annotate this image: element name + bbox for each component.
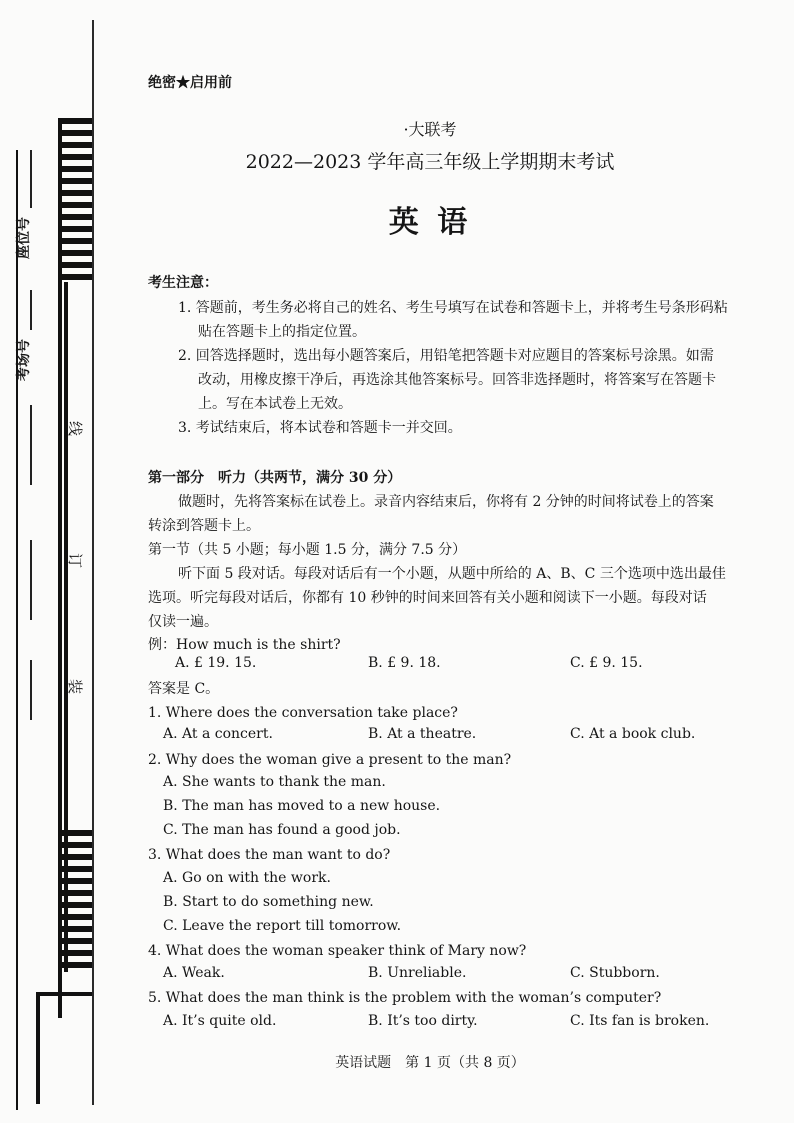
notice-heading: 考生注意：: [148, 275, 218, 291]
exam-title: 2022—2023 学年高三年级上学期期末考试: [245, 151, 615, 173]
notice-line: 1. 答题前，考生务必将自己的姓名、考生号填写在试卷和答题卡上，并将考生号条形码粘: [178, 300, 728, 316]
subject-title: 英 语: [388, 205, 472, 240]
room-blank-line: [30, 290, 32, 330]
binding-step: [36, 992, 92, 996]
section-instruction: 听下面 5 段对话。每段对话后有一个小题，从题中所给的 A、B、C 三个选项中选出最佳: [178, 566, 726, 582]
option-a: A. She wants to thank the man.: [163, 774, 386, 790]
example-option-c: C. £ 9. 15.: [570, 655, 643, 671]
option-a: A. It’s quite old.: [163, 1013, 277, 1029]
mount-char: 装: [66, 678, 85, 695]
exam-room-label: 考场号: [16, 339, 32, 381]
option-c: C. At a book club.: [570, 726, 696, 742]
notice-line: 贴在答题卡上的指定位置。: [198, 324, 366, 340]
question-1: 1. Where does the conversation take place?: [148, 705, 458, 721]
question-4: 4. What does the woman speaker think of Mary now?: [148, 943, 527, 959]
line-char: 线: [66, 420, 85, 437]
notice-line: 上。写在本试卷上无效。: [198, 396, 352, 412]
part-heading: 第一部分 听力（共两节，满分 30 分）: [148, 470, 402, 486]
notice-line: 3. 考试结束后，将本试卷和答题卡一并交回。: [178, 420, 462, 436]
option-b: B. The man has moved to a new house.: [163, 798, 441, 814]
margin-rule: [16, 150, 18, 1110]
question-5: 5. What does the man think is the problem with the woman’s computer?: [148, 990, 662, 1006]
option-b: B. Start to do something new.: [163, 894, 374, 910]
option-b: B. It’s too dirty.: [368, 1013, 478, 1029]
question-2: 2. Why does the woman give a present to the man?: [148, 752, 512, 768]
organizer: ·大联考: [403, 120, 457, 139]
notice-line: 2. 回答选择题时，选出每小题答案后，用铅笔把答题卡对应题目的答案标号涂黑。如需: [178, 348, 714, 364]
page-edge: [92, 20, 94, 1105]
confidential-mark: 绝密★启用前: [148, 75, 232, 91]
option-b: B. Unreliable.: [368, 965, 467, 981]
page-footer: 英语试题 第 1 页（共 8 页）: [335, 1055, 525, 1071]
blank-line: [30, 660, 32, 720]
example-question: 例：How much is the shirt?: [148, 637, 341, 653]
blank-line: [30, 540, 32, 620]
example-option-b: B. £ 9. 18.: [368, 655, 441, 671]
option-a: A. Go on with the work.: [163, 870, 331, 886]
question-3: 3. What does the man want to do?: [148, 847, 391, 863]
seat-blank-line: [30, 150, 32, 208]
option-a: A. At a concert.: [163, 726, 273, 742]
example-option-a: A. £ 19. 15.: [175, 655, 257, 671]
option-b: B. At a theatre.: [368, 726, 477, 742]
part-intro: 转涂到答题卡上。: [148, 518, 260, 534]
option-c: C. Its fan is broken.: [570, 1013, 710, 1029]
section-heading: 第一节（共 5 小题；每小题 1.5 分，满分 7.5 分）: [148, 542, 467, 558]
binding-step-vertical: [36, 992, 40, 1104]
example-answer: 答案是 C。: [148, 681, 220, 697]
seat-number-label: 座位号: [16, 217, 32, 259]
blank-line: [30, 405, 32, 485]
section-instruction: 仅读一遍。: [148, 614, 218, 630]
part-intro: 做题时，先将答案标在试卷上。录音内容结束后，你将有 2 分钟的时间将试卷上的答案: [178, 494, 714, 510]
notice-line: 改动，用橡皮擦干净后，再选涂其他答案标号。回答非选择题时，将答案写在答题卡: [198, 372, 716, 388]
option-a: A. Weak.: [163, 965, 225, 981]
bind-char: 订: [66, 552, 85, 569]
option-c: C. Stubborn.: [570, 965, 660, 981]
option-c: C. Leave the report till tomorrow.: [163, 918, 402, 934]
option-c: C. The man has found a good job.: [163, 822, 401, 838]
section-instruction: 选项。听完每段对话后，你都有 10 秒钟的时间来回答有关小题和阅读下一小题。每段对话: [148, 590, 707, 606]
